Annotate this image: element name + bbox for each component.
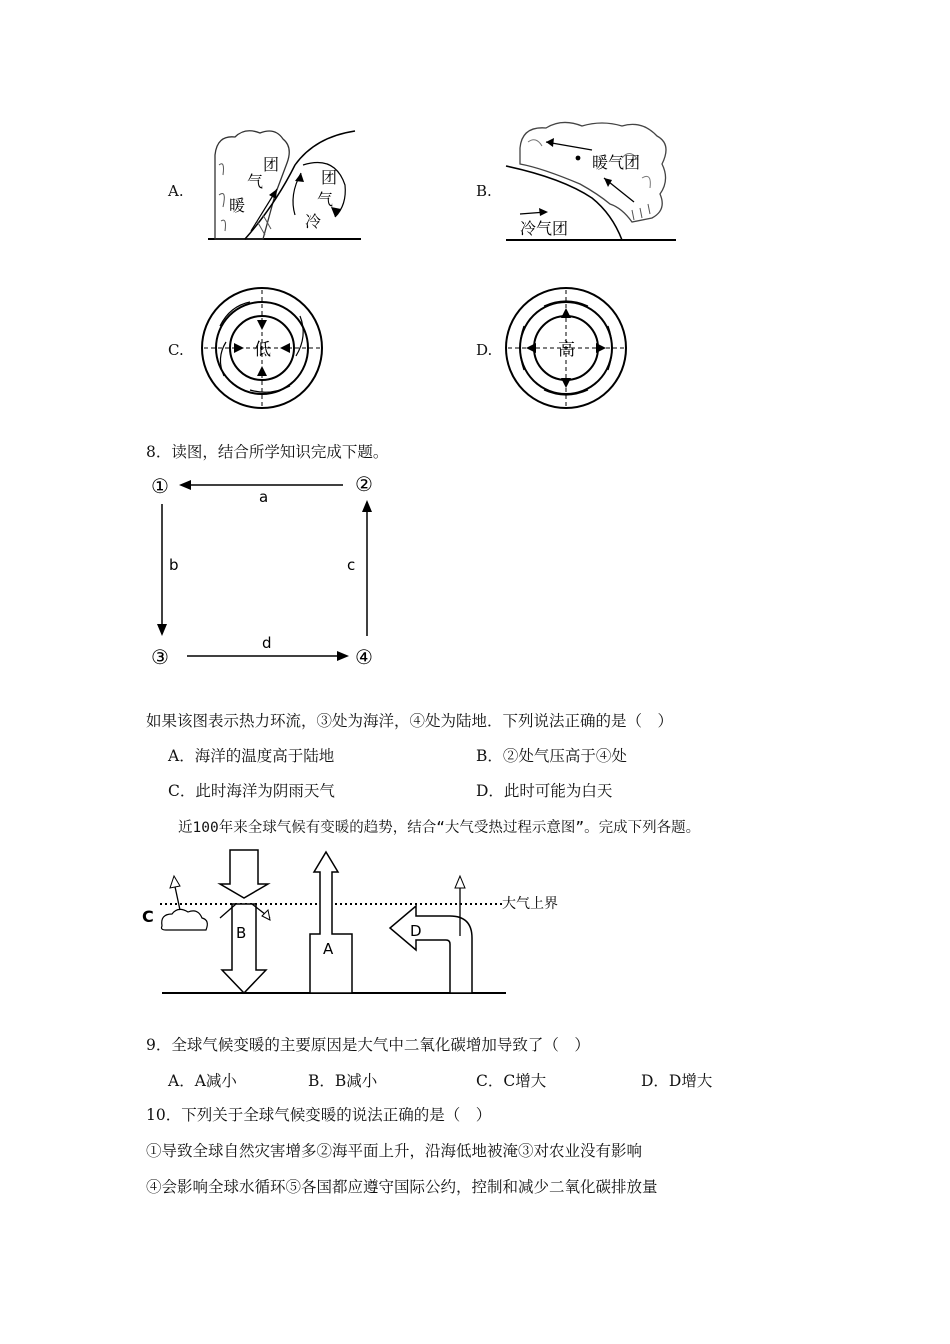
q8-stem: 8．读图，结合所学知识完成下题。: [146, 443, 389, 461]
label-d: D: [410, 922, 422, 940]
q9-stem: 9．全球气候变暖的主要原因是大气中二氧化碳增加导致了（ ）: [146, 1036, 590, 1054]
label-b: B: [236, 924, 247, 942]
fig-d-center-label: 高: [558, 340, 575, 360]
boundary-label: 大气上界: [502, 896, 558, 912]
option-c-label: C.: [168, 341, 184, 359]
edge-b: b: [169, 556, 179, 574]
atmosphere-heating-diagram: [140, 848, 580, 998]
q9-option-b[interactable]: B．B减小: [308, 1072, 378, 1090]
fig-b-warm-label: 暖气团: [592, 153, 641, 172]
fig-a-char-1: 团: [263, 155, 280, 174]
fig-c-center-label: 低: [254, 340, 271, 360]
q10-stem: 10．下列关于全球气候变暖的说法正确的是（ ）: [146, 1106, 492, 1124]
q9-option-a[interactable]: A．A减小: [168, 1072, 237, 1090]
fig-a-char-6: 冷: [305, 212, 322, 231]
node-4: ④: [355, 645, 373, 669]
cold-front-figure: [502, 118, 682, 244]
node-1: ①: [151, 474, 169, 498]
warm-front-figure: [205, 125, 365, 243]
q8-question: 如果该图表示热力环流，③处为海洋，④处为陆地．下列说法正确的是（ ）: [146, 712, 674, 730]
label-c: C: [142, 907, 154, 926]
label-a: A: [323, 940, 334, 958]
q9-option-c[interactable]: C．C增大: [476, 1072, 547, 1090]
low-pressure-figure: [200, 286, 324, 410]
q8-option-a[interactable]: A．海洋的温度高于陆地: [168, 747, 335, 765]
fig-b-cold-label: 冷气团: [520, 219, 569, 238]
edge-c: c: [347, 556, 356, 574]
fig-a-char-5: 气: [317, 190, 334, 209]
q10-statements-line2: ④会影响全球水循环⑤各国都应遵守国际公约，控制和减少二氧化碳排放量: [146, 1178, 658, 1196]
fig-a-char-3: 暖: [229, 196, 246, 215]
option-d-label: D.: [476, 341, 493, 359]
intro-text: 近100年来全球气候有变暖的趋势，结合“大气受热过程示意图”。完成下列各题。: [178, 820, 701, 836]
node-2: ②: [355, 472, 373, 496]
edge-d: d: [262, 634, 272, 652]
q10-statements-line1: ①导致全球自然灾害增多②海平面上升，沿海低地被淹③对农业没有影响: [146, 1142, 643, 1160]
option-a-label: A.: [168, 182, 184, 200]
fig-a-char-2: 气: [247, 172, 264, 191]
fig-a-char-4: 团: [321, 168, 338, 187]
node-3: ③: [151, 645, 169, 669]
q9-option-d[interactable]: D．D增大: [641, 1072, 713, 1090]
high-pressure-figure: [504, 286, 628, 410]
edge-a: a: [259, 488, 269, 506]
thermal-circulation-diagram: [145, 468, 385, 673]
q8-option-c[interactable]: C．此时海洋为阴雨天气: [168, 782, 335, 800]
option-b-label: B.: [476, 182, 492, 200]
q8-option-b[interactable]: B．②处气压高于④处: [476, 747, 627, 765]
q8-option-d[interactable]: D．此时可能为白天: [476, 782, 613, 800]
